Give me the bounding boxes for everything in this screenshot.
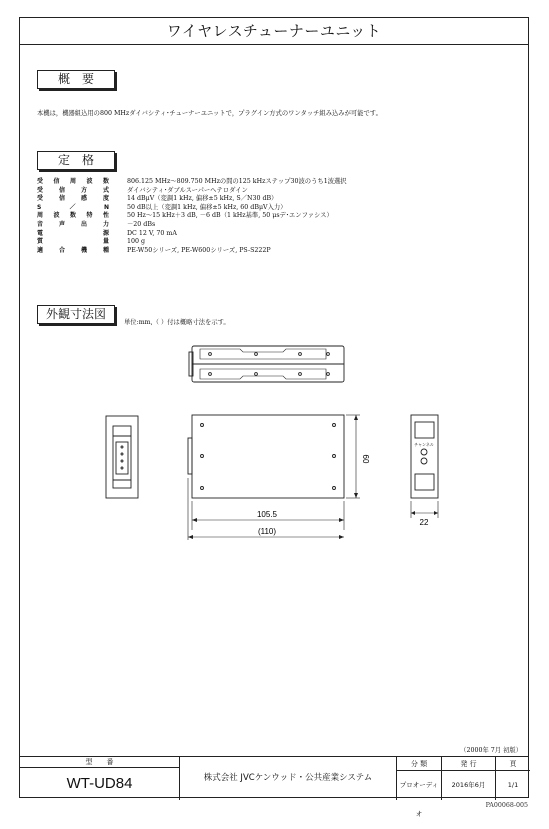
- top-view: [189, 346, 344, 382]
- spec-label: 電 源: [37, 229, 109, 237]
- edition-note: （2000年 7月 初版）: [460, 747, 522, 754]
- width-dimension: 105.5: [256, 510, 278, 519]
- spec-label: 質 量: [37, 238, 109, 246]
- spec-label: S ／ N: [37, 203, 109, 211]
- spec-value: 14 dBμV（変調1 kHz, 偏移±5 kHz, S／N30 dB）: [127, 195, 278, 203]
- front-view: [188, 415, 360, 540]
- spec-label: 音 声 出 力: [37, 220, 109, 228]
- page-header: 頁: [496, 757, 530, 771]
- connector-view: [106, 416, 138, 498]
- unit-note: 単位:mm,（ ）付は概略寸法を示す。: [124, 319, 230, 326]
- spec-label: 受 信 方 式: [37, 186, 109, 194]
- spec-value: DC 12 V, 70 mA: [127, 229, 177, 237]
- spec-label: 受 信 感 度: [37, 195, 109, 203]
- overview-heading: 概 要: [37, 70, 115, 89]
- depth-dimension: 22: [419, 518, 429, 527]
- spec-value: －20 dBs: [127, 220, 156, 228]
- spec-value: 50 dB以上（変調1 kHz, 偏移±5 kHz, 60 dBμV入力）: [127, 203, 287, 211]
- model-number: WT-UD84: [20, 768, 180, 800]
- class-value: プロオーディオ: [397, 771, 442, 800]
- spec-label: 周 波 数 特 性: [37, 212, 109, 220]
- spec-label: 適 合 機 種: [37, 246, 109, 254]
- page-value: 1/1: [507, 781, 519, 789]
- spec-value: 50 Hz～15 kHz＋3 dB, －6 dB（1 kHz基準, 50 μsデ･エンファシス）: [127, 212, 333, 220]
- side-view: [411, 415, 438, 518]
- overall-dimension: (110): [257, 527, 277, 536]
- spec-value: 100 g: [127, 238, 146, 246]
- class-header: 分 類: [397, 757, 442, 771]
- dimension-drawing: [20, 18, 530, 738]
- spec-heading: 定 格: [37, 151, 115, 170]
- spec-value: 806.125 MHz～809.750 MHzの間の125 kHzステップ30波のうち1波選択: [127, 178, 347, 185]
- model-header: 型 番: [20, 757, 180, 768]
- spec-label: 受 信 周 波 数: [37, 178, 109, 185]
- document-number: PA00068-005: [485, 802, 528, 809]
- issue-header: 発 行: [442, 757, 496, 771]
- side-channel-label: チャンネル: [414, 442, 434, 447]
- spec-value: PE-W50シリーズ, PE-W600シリーズ, PS-S222P: [127, 246, 271, 254]
- spec-value: ダイバシティ･ダブルスーパーヘテロダイン: [127, 186, 248, 194]
- overview-text: 本機は，機器組込用の800 MHzダイバシティ･チューナーユニットで，プラグイン方式のワンタッチ組み込みが可能です。: [37, 110, 382, 117]
- page-title: ワイヤレスチューナーユニット: [20, 18, 528, 45]
- height-dimension: 60: [361, 454, 370, 464]
- dims-heading: 外観寸法図: [37, 305, 115, 324]
- company-name: 株式会社 JVCケンウッド・公共産業システム: [180, 757, 397, 800]
- issue-value: 2016年6月: [442, 771, 496, 800]
